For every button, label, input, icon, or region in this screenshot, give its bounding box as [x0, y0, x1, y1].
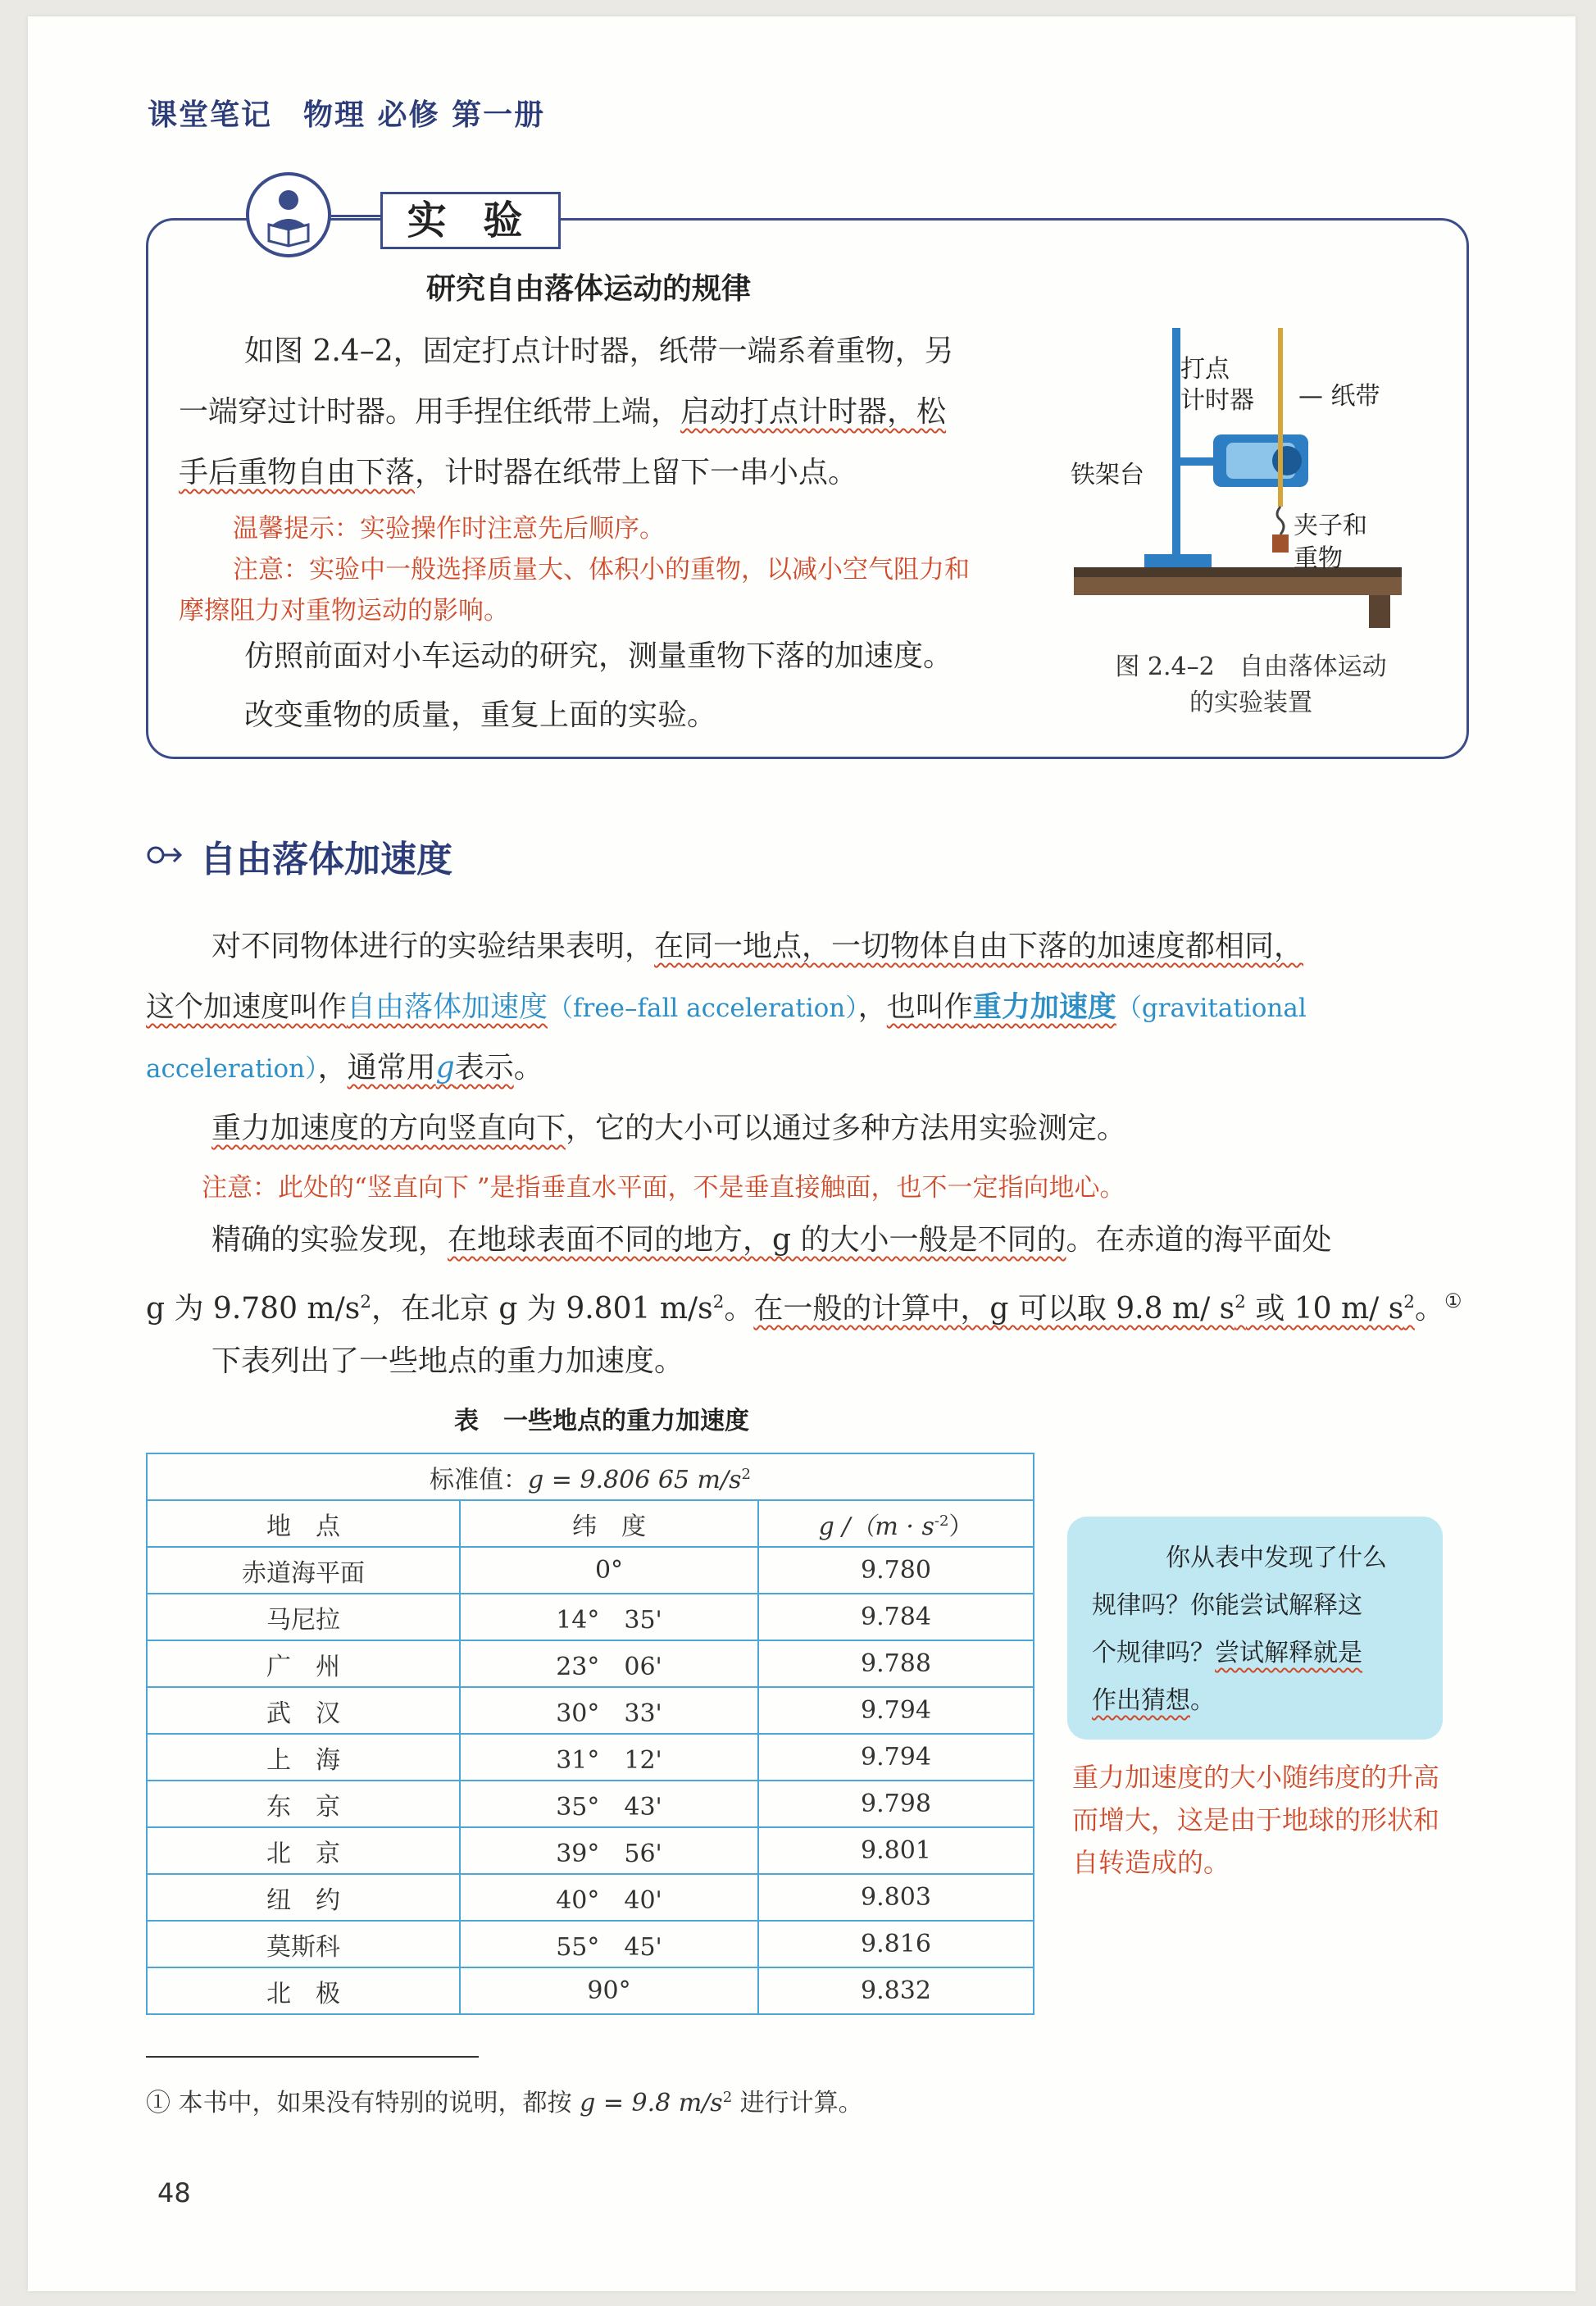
superscript: 2: [741, 1465, 751, 1483]
think-text: 个规律吗？: [1092, 1639, 1215, 1667]
standard-value: g = 9.806 65 m/s: [528, 1465, 742, 1494]
label-weight-line-1: 夹子和: [1294, 512, 1367, 540]
para1-line1: [211, 916, 1303, 977]
para-text: 或 10 m/ s: [1245, 1292, 1404, 1326]
table-row: [147, 1874, 1034, 1921]
para-text: 。: [1414, 1292, 1444, 1326]
exp-line-5: 改变重物的质量，重复上面的实验。: [244, 698, 717, 732]
para-emphasis: 在地球表面不同的地方，g 的大小一般是不同的: [448, 1223, 1066, 1257]
table-cell-g: 9.832: [758, 1967, 1034, 2014]
page-header: 课堂笔记 物理 必修 第一册: [148, 98, 546, 132]
para-text: 通常用: [347, 1051, 436, 1085]
exp-text: 一端穿过计时器。用手捏住纸带上端，: [179, 395, 681, 429]
term-free-fall-acceleration: 自由落体加速度: [347, 991, 548, 1024]
exp-note-2b: 摩擦阻力对重物运动的影响。: [179, 596, 509, 625]
label-tape: — 纸带: [1298, 382, 1380, 411]
para-text: 。: [513, 1051, 543, 1085]
para-emphasis: [348, 1051, 514, 1085]
table-cell-g: 9.784: [758, 1594, 1034, 1640]
term-free-fall-en: （free–fall acceleration）: [548, 994, 858, 1023]
table-cell-lat: 40° 40': [460, 1874, 758, 1921]
header-g-text: g /（m · s: [818, 1512, 934, 1541]
para-text: ，它的大小可以通过多种方法用实验测定。: [566, 1112, 1127, 1145]
table-cell-g: 9.780: [758, 1547, 1034, 1594]
table-header-row: [147, 1500, 1034, 1547]
header-latitude: 纬 度: [460, 1500, 758, 1547]
think-line-1: 你从表中发现了什么: [1166, 1544, 1387, 1572]
exp-note-2a: 注意：实验中一般选择质量大、体积小的重物，以减小空气阻力和: [233, 555, 970, 584]
table-edge: [1074, 577, 1402, 595]
gravity-table: [146, 1453, 1034, 2015]
term-gravitational-acceleration: 重力加速度: [972, 990, 1116, 1024]
para-text: ，: [317, 1051, 348, 1085]
table-cell-place: 东 京: [147, 1781, 460, 1827]
label-weight: [1294, 510, 1367, 575]
superscript: 2: [1403, 1292, 1415, 1312]
para-text: g 为 9.780 m/s: [146, 1292, 361, 1326]
exp-line-2: [179, 382, 946, 443]
exp-emphasis: 手后重物自由下落: [179, 456, 416, 489]
table-cell-g: 9.803: [758, 1874, 1034, 1921]
para-emphasis: 在同一地点，一切物体自由下落的加速度都相同，: [654, 930, 1304, 963]
footnote-text: ① 本书中，如果没有特别的说明，都按: [146, 2089, 580, 2117]
figure-caption-line-2: 的实验装置: [1189, 689, 1312, 717]
think-box: [1067, 1517, 1443, 1740]
table-cell-g: 9.794: [758, 1687, 1034, 1734]
para-text: 。在赤道的海平面处: [1066, 1223, 1332, 1257]
superscript: -2: [934, 1512, 949, 1530]
table-cell-place: 北 京: [147, 1827, 460, 1874]
header-g: [758, 1500, 1034, 1547]
footnote-marker: ①: [1444, 1289, 1462, 1312]
standard-prefix: 标准值：: [430, 1465, 529, 1494]
exp-emphasis: 启动打点计时器，松: [680, 395, 947, 429]
symbol-g: g: [435, 1051, 455, 1085]
table-leg: [1369, 595, 1390, 628]
table-row: [147, 1547, 1034, 1594]
header-g-close: ）: [948, 1512, 974, 1541]
exp-line-1: 如图 2.4–2，固定打点计时器，纸带一端系着重物，另: [244, 334, 954, 368]
exp-line-4: 仿照前面对小车运动的研究，测量重物下落的加速度。: [244, 639, 953, 673]
table-cell-place: 北 极: [147, 1967, 460, 2014]
table-title: 表 一些地点的重力加速度: [454, 1407, 749, 1435]
para-emphasis: [753, 1292, 1415, 1326]
experiment-label: 实 验: [380, 192, 561, 249]
think-emphasis: 尝试解释就是: [1215, 1639, 1362, 1667]
table-cell-lat: 23° 06': [460, 1640, 758, 1687]
table-row: [147, 1594, 1034, 1640]
table-cell-lat: 35° 43': [460, 1781, 758, 1827]
footnote-formula: g = 9.8 m/s: [580, 2089, 723, 2117]
table-cell-lat: 0°: [460, 1547, 758, 1594]
table-row: [147, 1640, 1034, 1687]
label-timer-line-1: 打点: [1180, 355, 1230, 384]
label-timer: [1180, 354, 1254, 416]
para3-line1: [211, 1210, 1332, 1271]
superscript: 2: [360, 1292, 371, 1312]
table-row: [147, 1687, 1034, 1734]
clip: [1277, 507, 1284, 534]
term-gravitational-en: （gravitational: [1116, 994, 1307, 1023]
footnote: [146, 2082, 863, 2118]
superscript: 2: [1235, 1292, 1246, 1312]
para1-line3: [146, 1038, 543, 1099]
superscript: 2: [722, 2089, 733, 2106]
para-emphasis: 重力加速度的方向竖直向下: [211, 1112, 566, 1145]
table-cell-lat: 14° 35': [460, 1594, 758, 1640]
table-cell-lat: 90°: [460, 1967, 758, 2014]
experiment-title: 研究自由落体运动的规律: [426, 272, 752, 306]
para-text: 。: [724, 1292, 754, 1326]
table-cell-place: 武 汉: [147, 1687, 460, 1734]
table-cell-g: 9.798: [758, 1781, 1034, 1827]
para-text: 在一般的计算中，g 可以取 9.8 m/ s: [753, 1292, 1235, 1326]
think-line-4: [1092, 1677, 1418, 1725]
stand-rod: [1172, 328, 1180, 557]
para-text: 精确的实验发现，: [211, 1223, 448, 1257]
table-cell-place: 马尼拉: [147, 1594, 460, 1640]
figure-caption: [1103, 649, 1398, 721]
para-emphasis: 这个加速度叫作: [146, 991, 348, 1024]
para-text: 表示: [454, 1051, 514, 1085]
footnote-text: 进行计算。: [732, 2089, 863, 2117]
section-title: 自由落体加速度: [200, 839, 452, 880]
para-emphasis: 也叫作: [886, 991, 973, 1024]
table-cell-place: 莫斯科: [147, 1921, 460, 1967]
table-row: [147, 1781, 1034, 1827]
label-weight-line-2: 重物: [1294, 544, 1343, 573]
section-arrow-icon: [146, 843, 185, 867]
table-row: [147, 1827, 1034, 1874]
table-cell-g: 9.794: [758, 1734, 1034, 1781]
label-stand: 铁架台: [1071, 461, 1144, 489]
label-timer-line-2: 计时器: [1180, 386, 1254, 415]
table-cell-lat: 39° 56': [460, 1827, 758, 1874]
table-cell-lat: 55° 45': [460, 1921, 758, 1967]
stand-arm: [1180, 457, 1216, 466]
exp-note-1: 温馨提示：实验操作时注意先后顺序。: [233, 514, 665, 544]
think-line-2: 规律吗？你能尝试解释这: [1092, 1591, 1362, 1620]
para2: [211, 1098, 1126, 1159]
experiment-connector: [331, 215, 380, 217]
weight: [1272, 534, 1289, 553]
think-line-3: [1092, 1630, 1418, 1677]
think-emphasis: 作出猜想: [1092, 1686, 1190, 1715]
reader-icon: [246, 172, 331, 257]
table-row: [147, 1921, 1034, 1967]
side-note: 重力加速度的大小随纬度的升高而增大，这是由于地球的形状和自转造成的。: [1072, 1762, 1440, 1878]
figure-caption-line-1: 图 2.4–2 自由落体运动: [1115, 653, 1387, 681]
para-text: 对不同物体进行的实验结果表明，: [211, 930, 655, 963]
para3-line2: [146, 1271, 1462, 1339]
table-cell-place: 纽 约: [147, 1874, 460, 1921]
header-place: 地 点: [147, 1500, 460, 1547]
think-text: 。: [1190, 1686, 1215, 1715]
superscript: 2: [712, 1292, 725, 1312]
exp-line-3: [179, 443, 857, 503]
para-text: ，在北京 g 为 9.801 m/s: [371, 1292, 713, 1326]
table-cell-g: 9.816: [758, 1921, 1034, 1967]
table-cell-lat: 30° 33': [460, 1687, 758, 1734]
table-standard-cell: [147, 1453, 1034, 1500]
table-cell-place: 赤道海平面: [147, 1547, 460, 1594]
table-row: [147, 1734, 1034, 1781]
table-cell-place: 广 州: [147, 1640, 460, 1687]
para1-line2: [146, 977, 1307, 1039]
table-cell-place: 上 海: [147, 1734, 460, 1781]
table-cell-g: 9.801: [758, 1827, 1034, 1874]
para-text: ，: [857, 991, 887, 1024]
exp-text: ，计时器在纸带上留下一串小点。: [415, 456, 858, 489]
page-number: 48: [157, 2177, 191, 2208]
term-gravitational-en-2: acceleration）: [146, 1054, 318, 1084]
footnote-rule: [146, 2056, 479, 2058]
para4: 下表列出了一些地点的重力加速度。: [211, 1344, 684, 1378]
table-standard-row: [147, 1453, 1034, 1500]
table-cell-lat: 31° 12': [460, 1734, 758, 1781]
label-tape-text: 纸带: [1330, 382, 1380, 411]
table-row: [147, 1967, 1034, 2014]
table-cell-g: 9.788: [758, 1640, 1034, 1687]
section-note: 注意：此处的“竖直向下 ”是指垂直水平面，不是垂直接触面，也不一定指向地心。: [202, 1173, 1125, 1203]
